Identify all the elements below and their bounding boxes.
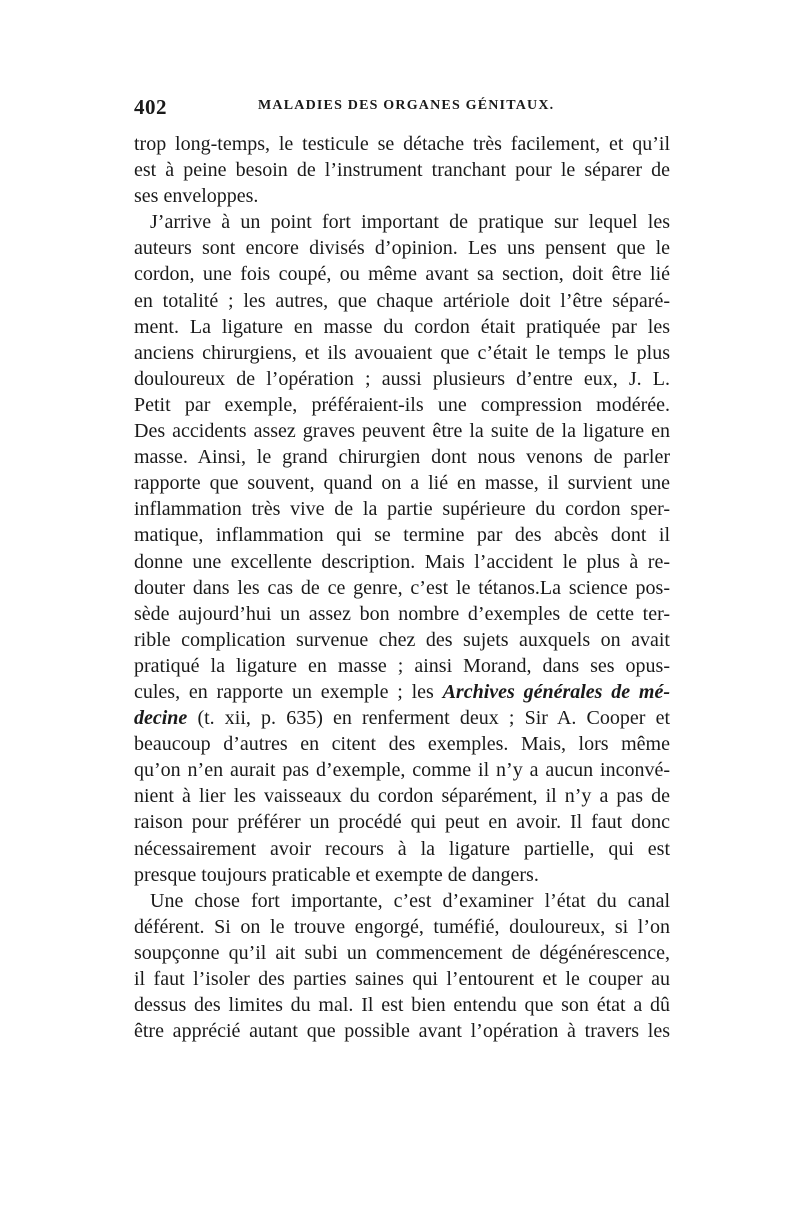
- text-segment: il faut l’isoler des parties saines qui l’entourent et le couper au: [134, 968, 670, 990]
- text-segment: auteurs sont encore divisés d’opinion. Les uns pensent que le: [134, 237, 670, 260]
- text-segment: raison pour préférer un procédé qui peut en avoir. Il faut donc: [134, 811, 670, 834]
- text-segment: rible complication survenue chez des sujets auxquels on avait: [134, 628, 670, 651]
- text-line: [134, 862, 670, 888]
- text-segment: cordon, une fois coupé, ou même avant sa section, doit être lié: [134, 263, 670, 286]
- text-line: [134, 392, 670, 418]
- text-segment: trop long-temps, le testicule se détache très facilement, et qu’il: [134, 133, 670, 155]
- text-segment: donne une excellente description. Mais l’accident le plus à re-: [134, 550, 670, 573]
- text-line: [134, 601, 670, 627]
- text-segment: J’arrive à un point fort important de pratique sur lequel les: [150, 211, 670, 234]
- text-segment: dessus des limites du mal. Il est bien entendu que son état a dû: [134, 994, 670, 1017]
- text-line: [134, 783, 670, 809]
- text-line: [134, 1018, 670, 1044]
- text-segment: en totalité ; les autres, que chaque artériole doit l’être séparé-: [134, 289, 670, 312]
- text-line: [134, 444, 670, 470]
- text-segment: soupçonne qu’il ait subi un commencement de dégénérescence,: [134, 941, 670, 964]
- text-segment: ses enveloppes.: [134, 185, 259, 208]
- text-segment: Petit par exemple, préféraient-ils une compression modérée.: [134, 393, 670, 416]
- text-line: [134, 809, 670, 835]
- text-line: [134, 705, 670, 731]
- text-segment: ment. La ligature en masse du cordon était pratiquée par les: [134, 315, 670, 338]
- text-line: [134, 914, 670, 940]
- text-line: [134, 888, 670, 914]
- text-line: [134, 131, 670, 157]
- text-segment: sède aujourd’hui un assez bon nombre d’exemples de cette ter-: [134, 602, 670, 625]
- text-segment: (t. xii, p. 635) en renferment deux ; Sir A. Cooper et: [187, 707, 670, 730]
- text-line: [134, 366, 670, 392]
- text-line: [134, 679, 670, 705]
- text-segment: inflammation très vive de la partie supérieure du cordon sper-: [134, 498, 670, 521]
- text-line: [134, 966, 670, 992]
- text-line: [134, 757, 670, 783]
- text-line: [134, 340, 670, 366]
- text-line: [134, 418, 670, 444]
- text-line: [134, 209, 670, 235]
- text-segment: douter dans les cas de ce genre, c’est le tétanos.La science pos-: [134, 576, 670, 599]
- running-head: MALADIES DES ORGANES GÉNITAUX.: [258, 98, 555, 113]
- text-segment: cules, en rapporte un exemple ; les: [134, 680, 443, 703]
- text-line: [134, 992, 670, 1018]
- text-line: [134, 235, 670, 261]
- text-segment: nécessairement avoir recours à la ligature partielle, qui est: [134, 837, 670, 860]
- text-line: [134, 940, 670, 966]
- text-line: [134, 496, 670, 522]
- text-segment: matique, inflammation qui se termine par des abcès dont il: [134, 524, 670, 547]
- text-line: [134, 470, 670, 496]
- text-line: [134, 627, 670, 653]
- text-line: [134, 288, 670, 314]
- text-line: [134, 183, 670, 209]
- text-line: [134, 549, 670, 575]
- text-line: [134, 314, 670, 340]
- text-line: [134, 522, 670, 548]
- text-line: [134, 836, 670, 862]
- text-line: [134, 575, 670, 601]
- text-segment: Une chose fort importante, c’est d’examiner l’état du canal: [150, 889, 670, 912]
- text-segment: déférent. Si on le trouve engorgé, tuméfié, douloureux, si l’on: [134, 915, 670, 938]
- text-line: [134, 653, 670, 679]
- italic-text-segment: Archives générales de mé-: [442, 680, 670, 703]
- text-segment: anciens chirurgiens, et ils avouaient que c’était le temps le plus: [134, 341, 670, 364]
- text-segment: est à peine besoin de l’instrument tranchant pour le séparer de: [134, 159, 670, 182]
- text-line: [134, 261, 670, 287]
- text-segment: qu’on n’en aurait pas d’exemple, comme il n’y a aucun inconvé-: [134, 759, 670, 782]
- page-number: 402: [134, 95, 167, 119]
- body-text: [134, 131, 670, 1044]
- text-segment: beaucoup d’autres en citent des exemples. Mais, lors même: [134, 733, 670, 756]
- page-header: [134, 95, 670, 125]
- text-segment: Des accidents assez graves peuvent être la suite de la ligature en: [134, 420, 670, 443]
- text-segment: rapporte que souvent, quand on a lié en masse, il survient une: [134, 472, 670, 495]
- text-segment: être apprécié autant que possible avant l’opération à travers les: [134, 1020, 670, 1043]
- text-line: [134, 157, 670, 183]
- text-line: [134, 731, 670, 757]
- text-segment: pratiqué la ligature en masse ; ainsi Morand, dans ses opus-: [134, 654, 670, 677]
- text-segment: presque toujours praticable et exempte de dangers.: [134, 863, 539, 886]
- text-segment: nient à lier les vaisseaux du cordon séparément, il n’y a pas de: [134, 785, 670, 808]
- text-segment: masse. Ainsi, le grand chirurgien dont nous venons de parler: [134, 446, 670, 469]
- italic-text-segment: decine: [134, 707, 188, 730]
- text-segment: douloureux de l’opération ; aussi plusieurs d’entre eux, J. L.: [134, 367, 670, 390]
